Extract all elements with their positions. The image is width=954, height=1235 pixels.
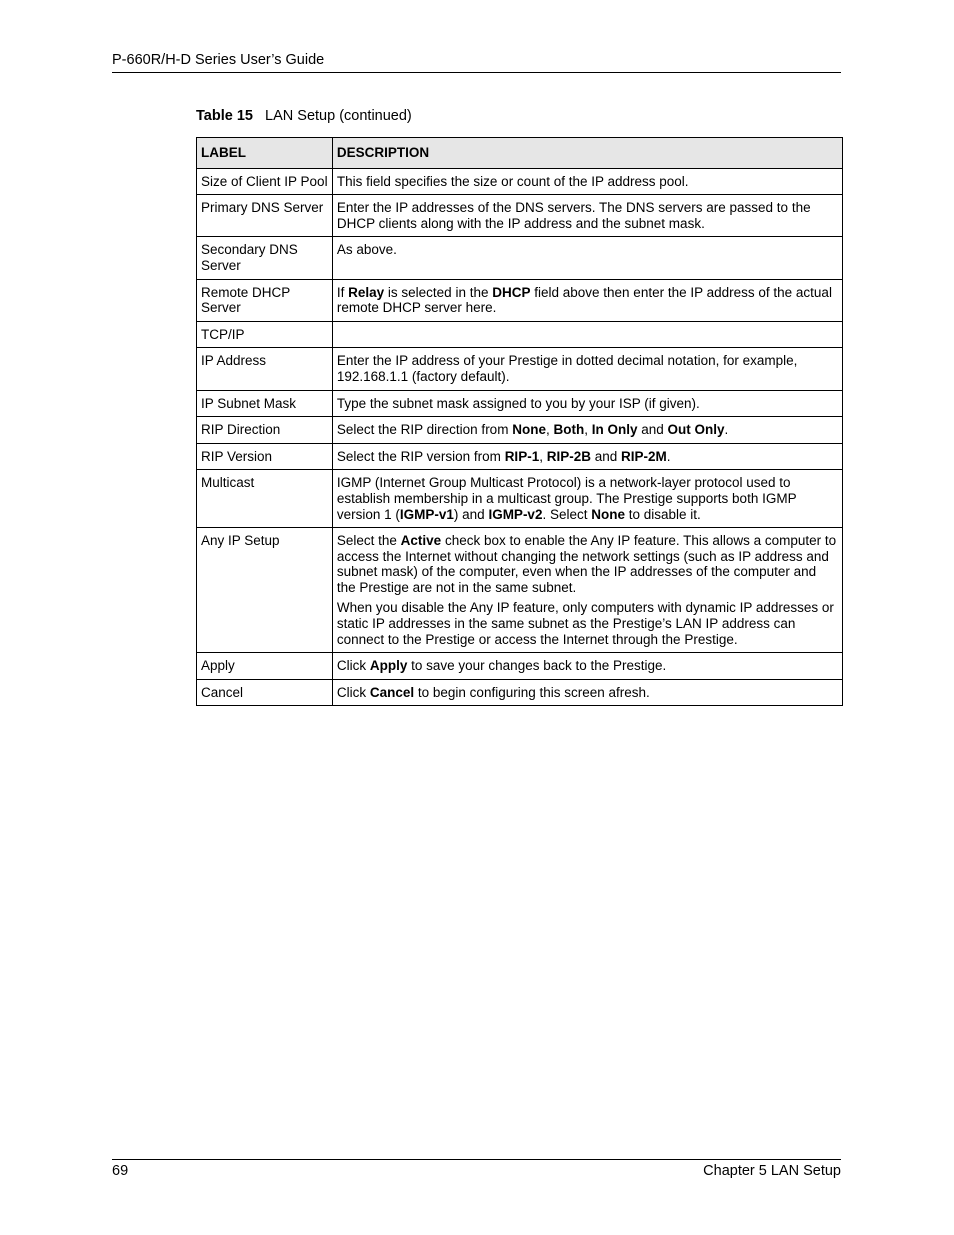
bold-term: Relay: [348, 284, 385, 300]
row-description: [332, 417, 842, 444]
row-label: Primary DNS Server: [197, 195, 333, 237]
row-description: [332, 653, 842, 680]
table-row: [197, 443, 843, 470]
row-label: Remote DHCP Server: [197, 279, 333, 321]
text-run: As above.: [336, 242, 397, 258]
description-paragraph: [337, 200, 838, 231]
bold-term: Active: [400, 533, 442, 549]
text-run: and: [637, 422, 668, 438]
table-row: [197, 195, 843, 237]
page-number: 69: [112, 1163, 129, 1179]
text-run: When you disable the Any IP feature, only computers with dynamic IP addresses or static IP addresses in the same subnet as the Prestige’s LAN IP address can connect to the Prestige or access the Internet through the Prestige.: [336, 600, 834, 647]
row-label: Any IP Setup: [197, 528, 333, 653]
running-footer: [112, 1159, 841, 1180]
text-run: is selected in the: [384, 284, 493, 300]
row-description: [332, 168, 842, 195]
description-paragraph: [337, 449, 838, 465]
row-label: Secondary DNS Server: [197, 237, 333, 279]
bold-term: Both: [553, 422, 585, 438]
description-paragraph: [337, 475, 838, 522]
bold-term: In Only: [591, 422, 638, 438]
text-run: to begin configuring this screen afresh.: [414, 684, 650, 700]
table-row: [197, 168, 843, 195]
table-header-row: [197, 138, 843, 169]
row-label: IP Address: [197, 348, 333, 390]
text-run: Select the RIP direction from: [336, 422, 513, 438]
row-description: [332, 237, 842, 279]
table-row: [197, 679, 843, 706]
text-run: ,: [545, 422, 554, 438]
text-run: check box to enable the Any IP feature. This allows a computer to access the Internet without changing the network settings (such as IP address and subnet mask) of the computer, even when the IP addresses of the computer and the Prestige are not in the same subnet.: [336, 533, 837, 595]
text-run: IGMP (Internet Group Multicast Protocol) is a network-layer protocol used to establish membership in a multicast group. The Prestige supports both IGMP version 1 (: [336, 475, 797, 522]
bold-term: Apply: [369, 658, 408, 674]
row-description: [332, 348, 842, 390]
bold-term: None: [512, 422, 546, 438]
running-header: [112, 52, 841, 73]
row-label: Apply: [197, 653, 333, 680]
text-run: . Select: [542, 506, 592, 522]
table-row: [197, 348, 843, 390]
bold-term: RIP-2M: [621, 448, 667, 464]
row-description: [332, 443, 842, 470]
row-description: [332, 470, 842, 528]
table-body: [197, 168, 843, 706]
row-label: IP Subnet Mask: [197, 390, 333, 417]
row-label: Multicast: [197, 470, 333, 528]
text-run: ) and: [453, 506, 489, 522]
description-paragraph: [337, 600, 838, 647]
bold-term: RIP-1: [504, 448, 540, 464]
description-paragraph: [337, 685, 838, 701]
bold-term: RIP-2B: [546, 448, 591, 464]
table-row: [197, 390, 843, 417]
text-run: ,: [584, 422, 592, 438]
text-run: Type the subnet mask assigned to you by your ISP (if given).: [336, 395, 700, 411]
text-run: to save your changes back to the Prestige.: [407, 658, 667, 674]
description-paragraph: [337, 174, 838, 190]
text-run: If: [336, 284, 349, 300]
text-run: .: [666, 448, 671, 464]
row-description: [332, 195, 842, 237]
description-paragraph: [337, 422, 838, 438]
row-description: [332, 390, 842, 417]
bold-term: None: [591, 506, 625, 522]
row-description: [332, 279, 842, 321]
table-number: Table 15: [196, 108, 253, 124]
row-description: [332, 321, 842, 348]
table-row: [197, 417, 843, 444]
description-paragraph: [337, 396, 838, 412]
table-row: [197, 653, 843, 680]
row-label: TCP/IP: [197, 321, 333, 348]
text-run: Select the: [336, 533, 401, 549]
row-label: RIP Version: [197, 443, 333, 470]
text-run: This field specifies the size or count of the IP address pool.: [336, 173, 689, 189]
column-header-description: DESCRIPTION: [332, 138, 842, 169]
table-row: [197, 470, 843, 528]
text-run: Enter the IP addresses of the DNS servers. The DNS servers are passed to the DHCP clients along with the IP address and the subnet mask.: [336, 200, 811, 231]
description-paragraph: [337, 242, 838, 258]
text-run: Select the RIP version from: [336, 448, 505, 464]
bold-term: DHCP: [492, 284, 531, 300]
row-label: Size of Client IP Pool: [197, 168, 333, 195]
description-paragraph: [337, 658, 838, 674]
lan-setup-table: [196, 137, 843, 706]
text-run: Enter the IP address of your Prestige in dotted decimal notation, for example, 192.168.1.1 (factory default).: [336, 353, 798, 384]
chapter-title: Chapter 5 LAN Setup: [703, 1163, 841, 1179]
table-row: [197, 237, 843, 279]
text-run: .: [724, 422, 729, 438]
table-row: [197, 528, 843, 653]
table-row: [197, 279, 843, 321]
table-title: LAN Setup (continued): [265, 108, 412, 124]
text-run: and: [590, 448, 622, 464]
description-paragraph: [337, 353, 838, 384]
bold-term: IGMP-v1: [399, 506, 454, 522]
description-paragraph: [337, 533, 838, 595]
table-row: [197, 321, 843, 348]
table-caption: [196, 108, 412, 125]
text-run: to disable it.: [624, 506, 701, 522]
column-header-label: LABEL: [197, 138, 333, 169]
bold-term: Cancel: [369, 684, 415, 700]
row-label: RIP Direction: [197, 417, 333, 444]
text-run: field above then enter the IP address of the actual remote DHCP server here.: [336, 284, 832, 316]
row-description: [332, 528, 842, 653]
text-run: Click: [336, 684, 370, 700]
bold-term: Out Only: [667, 422, 725, 438]
row-description: [332, 679, 842, 706]
text-run: Click: [336, 658, 370, 674]
row-label: Cancel: [197, 679, 333, 706]
guide-title: P-660R/H-D Series User’s Guide: [112, 52, 325, 68]
description-paragraph: [337, 285, 838, 316]
bold-term: IGMP-v2: [488, 506, 543, 522]
text-run: ,: [539, 448, 547, 464]
